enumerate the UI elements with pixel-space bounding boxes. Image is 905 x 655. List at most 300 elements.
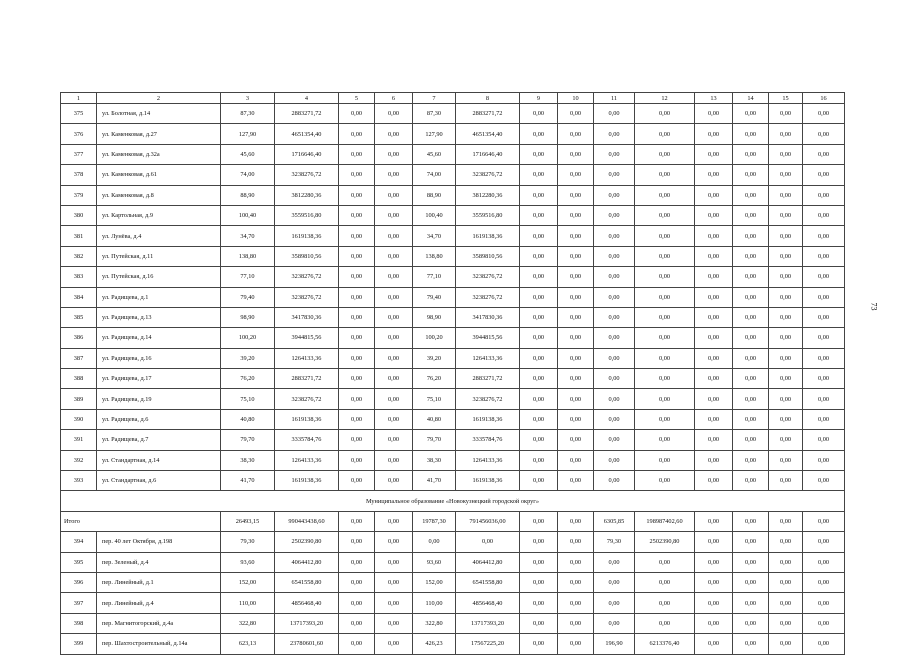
table-cell: 0,00 [769,144,803,164]
table-cell: 0,00 [803,409,845,429]
table-cell: 3417830,36 [275,307,339,327]
address-cell: ул. Каменковая, д.8 [97,185,221,205]
table-cell: 0,00 [594,144,635,164]
table-cell: 0,00 [339,124,375,144]
table-cell: 75,10 [413,389,456,409]
table-cell: 0,00 [339,430,375,450]
table-cell: 0,00 [635,409,695,429]
table-cell: 0,00 [558,267,594,287]
table-cell: 389 [61,389,97,409]
table-cell: 377 [61,144,97,164]
table-cell: 378 [61,165,97,185]
table-cell: 0,00 [375,328,413,348]
table-cell: 0,00 [558,246,594,266]
table-cell: 0,00 [635,593,695,613]
table-cell: 40,80 [221,409,275,429]
table-cell: 0,00 [803,613,845,633]
table-cell: 0,00 [733,348,769,368]
table-cell: 0,00 [520,104,558,124]
table-cell: 0,00 [769,572,803,592]
table-cell: 1264133,36 [275,348,339,368]
table-row [61,246,845,266]
table-cell: 0,00 [375,430,413,450]
register-table-container [60,92,844,655]
table-row [61,267,845,287]
table-cell: 0,00 [594,246,635,266]
table-cell: 0,00 [769,124,803,144]
table-cell: 0,00 [375,348,413,368]
address-cell: пер. Магнитогорский, д.4а [97,613,221,633]
table-cell: 385 [61,307,97,327]
table-cell: 0,00 [558,307,594,327]
table-cell: 0,00 [803,205,845,225]
table-cell: 0,00 [520,246,558,266]
table-cell: 0,00 [803,267,845,287]
table-row [61,532,845,552]
table-cell: 0,00 [558,389,594,409]
table-cell: 0,00 [769,430,803,450]
table-cell: 127,90 [221,124,275,144]
table-cell: 0,00 [375,369,413,389]
table-cell: 0,00 [635,144,695,164]
table-cell: 0,00 [375,613,413,633]
total-row [61,511,845,531]
table-cell: 0,00 [803,246,845,266]
table-cell: 0,00 [769,634,803,654]
table-cell: 0,00 [769,328,803,348]
table-cell: 0,00 [558,613,594,633]
table-cell: 93,60 [221,552,275,572]
address-cell: пер. Зеленый, д.4 [97,552,221,572]
table-cell: 3238276,72 [456,389,520,409]
table-cell: 100,40 [221,205,275,225]
table-cell: 0,00 [375,634,413,654]
table-cell: 0,00 [413,532,456,552]
table-cell: 0,00 [635,369,695,389]
table-cell: 17567225,20 [456,634,520,654]
table-cell: 79,70 [413,430,456,450]
table-row [61,328,845,348]
table-cell: 1716646,40 [456,144,520,164]
table-cell: 19787,30 [413,511,456,531]
table-cell: 0,00 [520,185,558,205]
table-cell: 0,00 [375,593,413,613]
table-cell: 0,00 [635,104,695,124]
table-cell: 0,00 [733,450,769,470]
table-cell: 0,00 [594,471,635,491]
table-cell: 38,30 [221,450,275,470]
table-cell: 79,30 [221,532,275,552]
table-cell: 138,80 [413,246,456,266]
table-row [61,226,845,246]
table-cell: 0,00 [375,389,413,409]
table-row [61,205,845,225]
table-cell: 3589810,56 [275,246,339,266]
table-cell: 0,00 [594,267,635,287]
table-cell: 45,60 [221,144,275,164]
table-cell: 0,00 [803,552,845,572]
table-cell: 0,00 [558,185,594,205]
table-cell: 0,00 [695,593,733,613]
table-cell: 0,00 [635,348,695,368]
table-row [61,185,845,205]
table-cell: 0,00 [769,389,803,409]
table-cell: 0,00 [733,572,769,592]
table-cell: 0,00 [769,267,803,287]
table-cell: 0,00 [803,226,845,246]
table-row [61,634,845,654]
table-cell: 0,00 [635,552,695,572]
table-cell: 0,00 [733,205,769,225]
table-cell: 0,00 [456,532,520,552]
table-cell: 0,00 [520,552,558,572]
table-cell: 0,00 [769,471,803,491]
table-cell: 0,00 [339,348,375,368]
table-cell: 0,00 [695,165,733,185]
table-cell: 0,00 [339,613,375,633]
table-cell: 0,00 [339,307,375,327]
table-cell: 3238276,72 [275,267,339,287]
table-cell: 380 [61,205,97,225]
address-cell: пер. Шахтостроительный, д.14а [97,634,221,654]
address-cell: ул. Радищева, д.13 [97,307,221,327]
table-cell: 623,13 [221,634,275,654]
address-cell: ул. Каменковая, д.61 [97,165,221,185]
table-cell: 0,00 [635,185,695,205]
table-cell: 3589810,56 [456,246,520,266]
table-row [61,593,845,613]
table-cell: 0,00 [520,409,558,429]
table-cell: 0,00 [733,552,769,572]
table-cell: 0,00 [695,348,733,368]
table-cell: 0,00 [803,104,845,124]
table-cell: 0,00 [339,471,375,491]
table-cell: 0,00 [733,165,769,185]
table-cell: 3238276,72 [456,267,520,287]
table-cell: 0,00 [803,124,845,144]
table-cell: 0,00 [635,165,695,185]
table-cell: 0,00 [520,389,558,409]
table-cell: 0,00 [520,307,558,327]
table-cell: 0,00 [733,287,769,307]
table-cell: 2502390,80 [275,532,339,552]
table-cell: 0,00 [520,205,558,225]
table-cell: 1619138,36 [456,409,520,429]
table-cell: 0,00 [733,532,769,552]
table-cell: 0,00 [520,634,558,654]
table-cell: 0,00 [594,287,635,307]
table-cell: 3559516,80 [275,205,339,225]
table-cell: 98,90 [413,307,456,327]
table-cell: 15 [769,93,803,104]
address-cell: ул. Радищева, д.14 [97,328,221,348]
table-cell: 3417830,36 [456,307,520,327]
table-cell: 13 [695,93,733,104]
table-cell: 0,00 [635,430,695,450]
table-cell: 0,00 [520,348,558,368]
table-cell: 0,00 [695,104,733,124]
table-cell: 0,00 [339,634,375,654]
table-cell: 0,00 [520,328,558,348]
table-cell: 0,00 [733,634,769,654]
table-cell: 152,00 [221,572,275,592]
table-cell: 0,00 [733,307,769,327]
table-cell: 375 [61,104,97,124]
address-cell: ул. Радищева, д.6 [97,409,221,429]
table-cell: 0,00 [733,471,769,491]
table-cell: 0,00 [594,593,635,613]
table-cell: 0,00 [520,287,558,307]
table-cell: 1619138,36 [456,471,520,491]
table-cell: 0,00 [558,593,594,613]
table-cell: 0,00 [339,572,375,592]
table-cell: 0,00 [695,613,733,633]
table-row [61,552,845,572]
table-cell: 0,00 [558,165,594,185]
table-cell: 0,00 [695,226,733,246]
table-row [61,124,845,144]
table-cell: 0,00 [803,634,845,654]
address-cell: пер. 40 лет Октября, д.198 [97,532,221,552]
table-cell: 1264133,36 [275,450,339,470]
table-cell: 1619138,36 [275,471,339,491]
table-cell: 0,00 [733,104,769,124]
address-cell: ул. Радищева, д.19 [97,389,221,409]
table-cell: 8 [456,93,520,104]
table-cell: 0,00 [733,267,769,287]
table-cell: 0,00 [375,532,413,552]
table-cell: 1264133,36 [456,348,520,368]
table-cell: 0,00 [695,572,733,592]
table-cell: 381 [61,226,97,246]
address-cell: ул. Радищева, д.7 [97,430,221,450]
table-cell: 383 [61,267,97,287]
table-cell: 4651354,40 [275,124,339,144]
table-row [61,471,845,491]
section-row [61,491,845,511]
table-cell: 4 [275,93,339,104]
table-cell: 0,00 [635,246,695,266]
table-cell: 0,00 [594,552,635,572]
table-cell: 0,00 [695,471,733,491]
table-row [61,144,845,164]
table-cell: 0,00 [635,471,695,491]
table-cell: 0,00 [733,246,769,266]
table-cell: 0,00 [339,246,375,266]
address-cell: 2 [97,93,221,104]
table-cell: 0,00 [375,144,413,164]
table-cell: 0,00 [558,124,594,144]
address-cell: ул. Картольная, д.9 [97,205,221,225]
table-cell: 388 [61,369,97,389]
table-cell: 79,40 [221,287,275,307]
table-cell: 0,00 [594,430,635,450]
table-cell: 39,20 [221,348,275,368]
table-cell: 0,00 [695,144,733,164]
table-cell: 75,10 [221,389,275,409]
table-cell: 0,00 [769,613,803,633]
address-cell: ул. Радищева, д.16 [97,348,221,368]
table-cell: 0,00 [594,613,635,633]
housing-register-table [60,92,845,655]
table-cell: 1619138,36 [275,409,339,429]
table-row [61,409,845,429]
table-cell: 0,00 [695,532,733,552]
page-number: 73 [869,302,879,311]
table-cell: 0,00 [520,593,558,613]
table-cell: 0,00 [594,226,635,246]
table-cell: 0,00 [375,124,413,144]
table-cell: 3335784,76 [275,430,339,450]
table-cell: 152,00 [413,572,456,592]
address-cell: ул. Радищева, д.1 [97,287,221,307]
table-row [61,369,845,389]
table-cell: 0,00 [803,450,845,470]
table-cell: 98,90 [221,307,275,327]
table-cell: 0,00 [520,572,558,592]
table-cell: 0,00 [635,572,695,592]
table-cell: 0,00 [375,572,413,592]
table-cell: 100,20 [413,328,456,348]
table-cell: 0,00 [803,511,845,531]
table-cell: 0,00 [558,532,594,552]
table-cell: 4651354,40 [456,124,520,144]
table-cell: 0,00 [733,511,769,531]
table-cell: 6213376,40 [635,634,695,654]
table-cell: 3238276,72 [456,165,520,185]
address-cell: ул. Радищева, д.17 [97,369,221,389]
table-cell: 3238276,72 [275,389,339,409]
table-cell: 0,00 [558,471,594,491]
table-cell: 0,00 [769,348,803,368]
table-cell: 14 [733,93,769,104]
table-cell: 0,00 [769,246,803,266]
table-cell: 38,30 [413,450,456,470]
table-cell: 0,00 [558,104,594,124]
table-cell: 77,10 [221,267,275,287]
table-cell: 0,00 [769,185,803,205]
table-cell: 0,00 [594,104,635,124]
table-cell: 322,80 [413,613,456,633]
table-cell: 393 [61,471,97,491]
address-cell: ул. Путейская, д.11 [97,246,221,266]
table-cell: 0,00 [594,124,635,144]
table-cell: 12 [635,93,695,104]
table-cell: 0,00 [558,144,594,164]
table-cell: 0,00 [558,552,594,572]
table-cell: 0,00 [733,389,769,409]
table-cell: 3238276,72 [275,287,339,307]
table-cell: 13717393,20 [275,613,339,633]
table-cell: 0,00 [733,185,769,205]
table-cell: 79,40 [413,287,456,307]
total-label: Итого [61,511,221,531]
table-cell: 0,00 [803,389,845,409]
table-cell: 0,00 [520,532,558,552]
table-cell: 395 [61,552,97,572]
table-row [61,430,845,450]
table-cell: 0,00 [375,205,413,225]
table-cell: 0,00 [695,511,733,531]
table-cell: 0,00 [803,287,845,307]
table-cell: 0,00 [339,165,375,185]
table-cell: 79,30 [594,532,635,552]
table-cell: 7 [413,93,456,104]
table-cell: 0,00 [769,226,803,246]
table-cell: 196,90 [594,634,635,654]
table-cell: 4856468,40 [456,593,520,613]
table-cell: 0,00 [769,511,803,531]
table-cell: 0,00 [695,430,733,450]
table-cell: 0,00 [769,532,803,552]
table-cell: 0,00 [594,572,635,592]
table-cell: 2883271,72 [456,369,520,389]
table-cell: 1716646,40 [275,144,339,164]
table-cell: 9 [520,93,558,104]
table-cell: 76,20 [221,369,275,389]
table-cell: 0,00 [594,450,635,470]
table-cell: 426,23 [413,634,456,654]
table-cell: 0,00 [803,165,845,185]
table-cell: 74,00 [413,165,456,185]
table-cell: 34,70 [413,226,456,246]
table-cell: 379 [61,185,97,205]
column-number-row [61,93,845,104]
table-cell: 0,00 [635,328,695,348]
table-cell: 1619138,36 [456,226,520,246]
table-cell: 0,00 [803,144,845,164]
table-cell: 0,00 [733,124,769,144]
table-cell: 93,60 [413,552,456,572]
table-cell: 0,00 [803,572,845,592]
table-cell: 0,00 [769,307,803,327]
table-cell: 0,00 [635,226,695,246]
table-cell: 0,00 [803,369,845,389]
table-cell: 0,00 [339,185,375,205]
table-cell: 382 [61,246,97,266]
table-cell: 0,00 [339,593,375,613]
table-cell: 0,00 [558,430,594,450]
table-cell: 39,20 [413,348,456,368]
table-cell: 0,00 [375,409,413,429]
table-cell: 390 [61,409,97,429]
table-cell: 0,00 [803,471,845,491]
table-cell: 0,00 [558,409,594,429]
table-cell: 0,00 [339,267,375,287]
table-cell: 0,00 [375,471,413,491]
table-cell: 110,00 [221,593,275,613]
table-cell: 0,00 [635,613,695,633]
table-row [61,165,845,185]
table-cell: 110,00 [413,593,456,613]
table-cell: 0,00 [733,226,769,246]
table-row [61,104,845,124]
table-cell: 0,00 [733,593,769,613]
table-cell: 4064412,80 [456,552,520,572]
table-row [61,450,845,470]
table-cell: 0,00 [520,267,558,287]
table-cell: 100,20 [221,328,275,348]
table-cell: 3335784,76 [456,430,520,450]
table-cell: 3238276,72 [275,165,339,185]
table-cell: 0,00 [558,572,594,592]
table-cell: 0,00 [375,287,413,307]
table-cell: 0,00 [520,369,558,389]
table-cell: 0,00 [594,348,635,368]
table-cell: 4856468,40 [275,593,339,613]
table-cell: 0,00 [558,205,594,225]
table-cell: 0,00 [520,450,558,470]
